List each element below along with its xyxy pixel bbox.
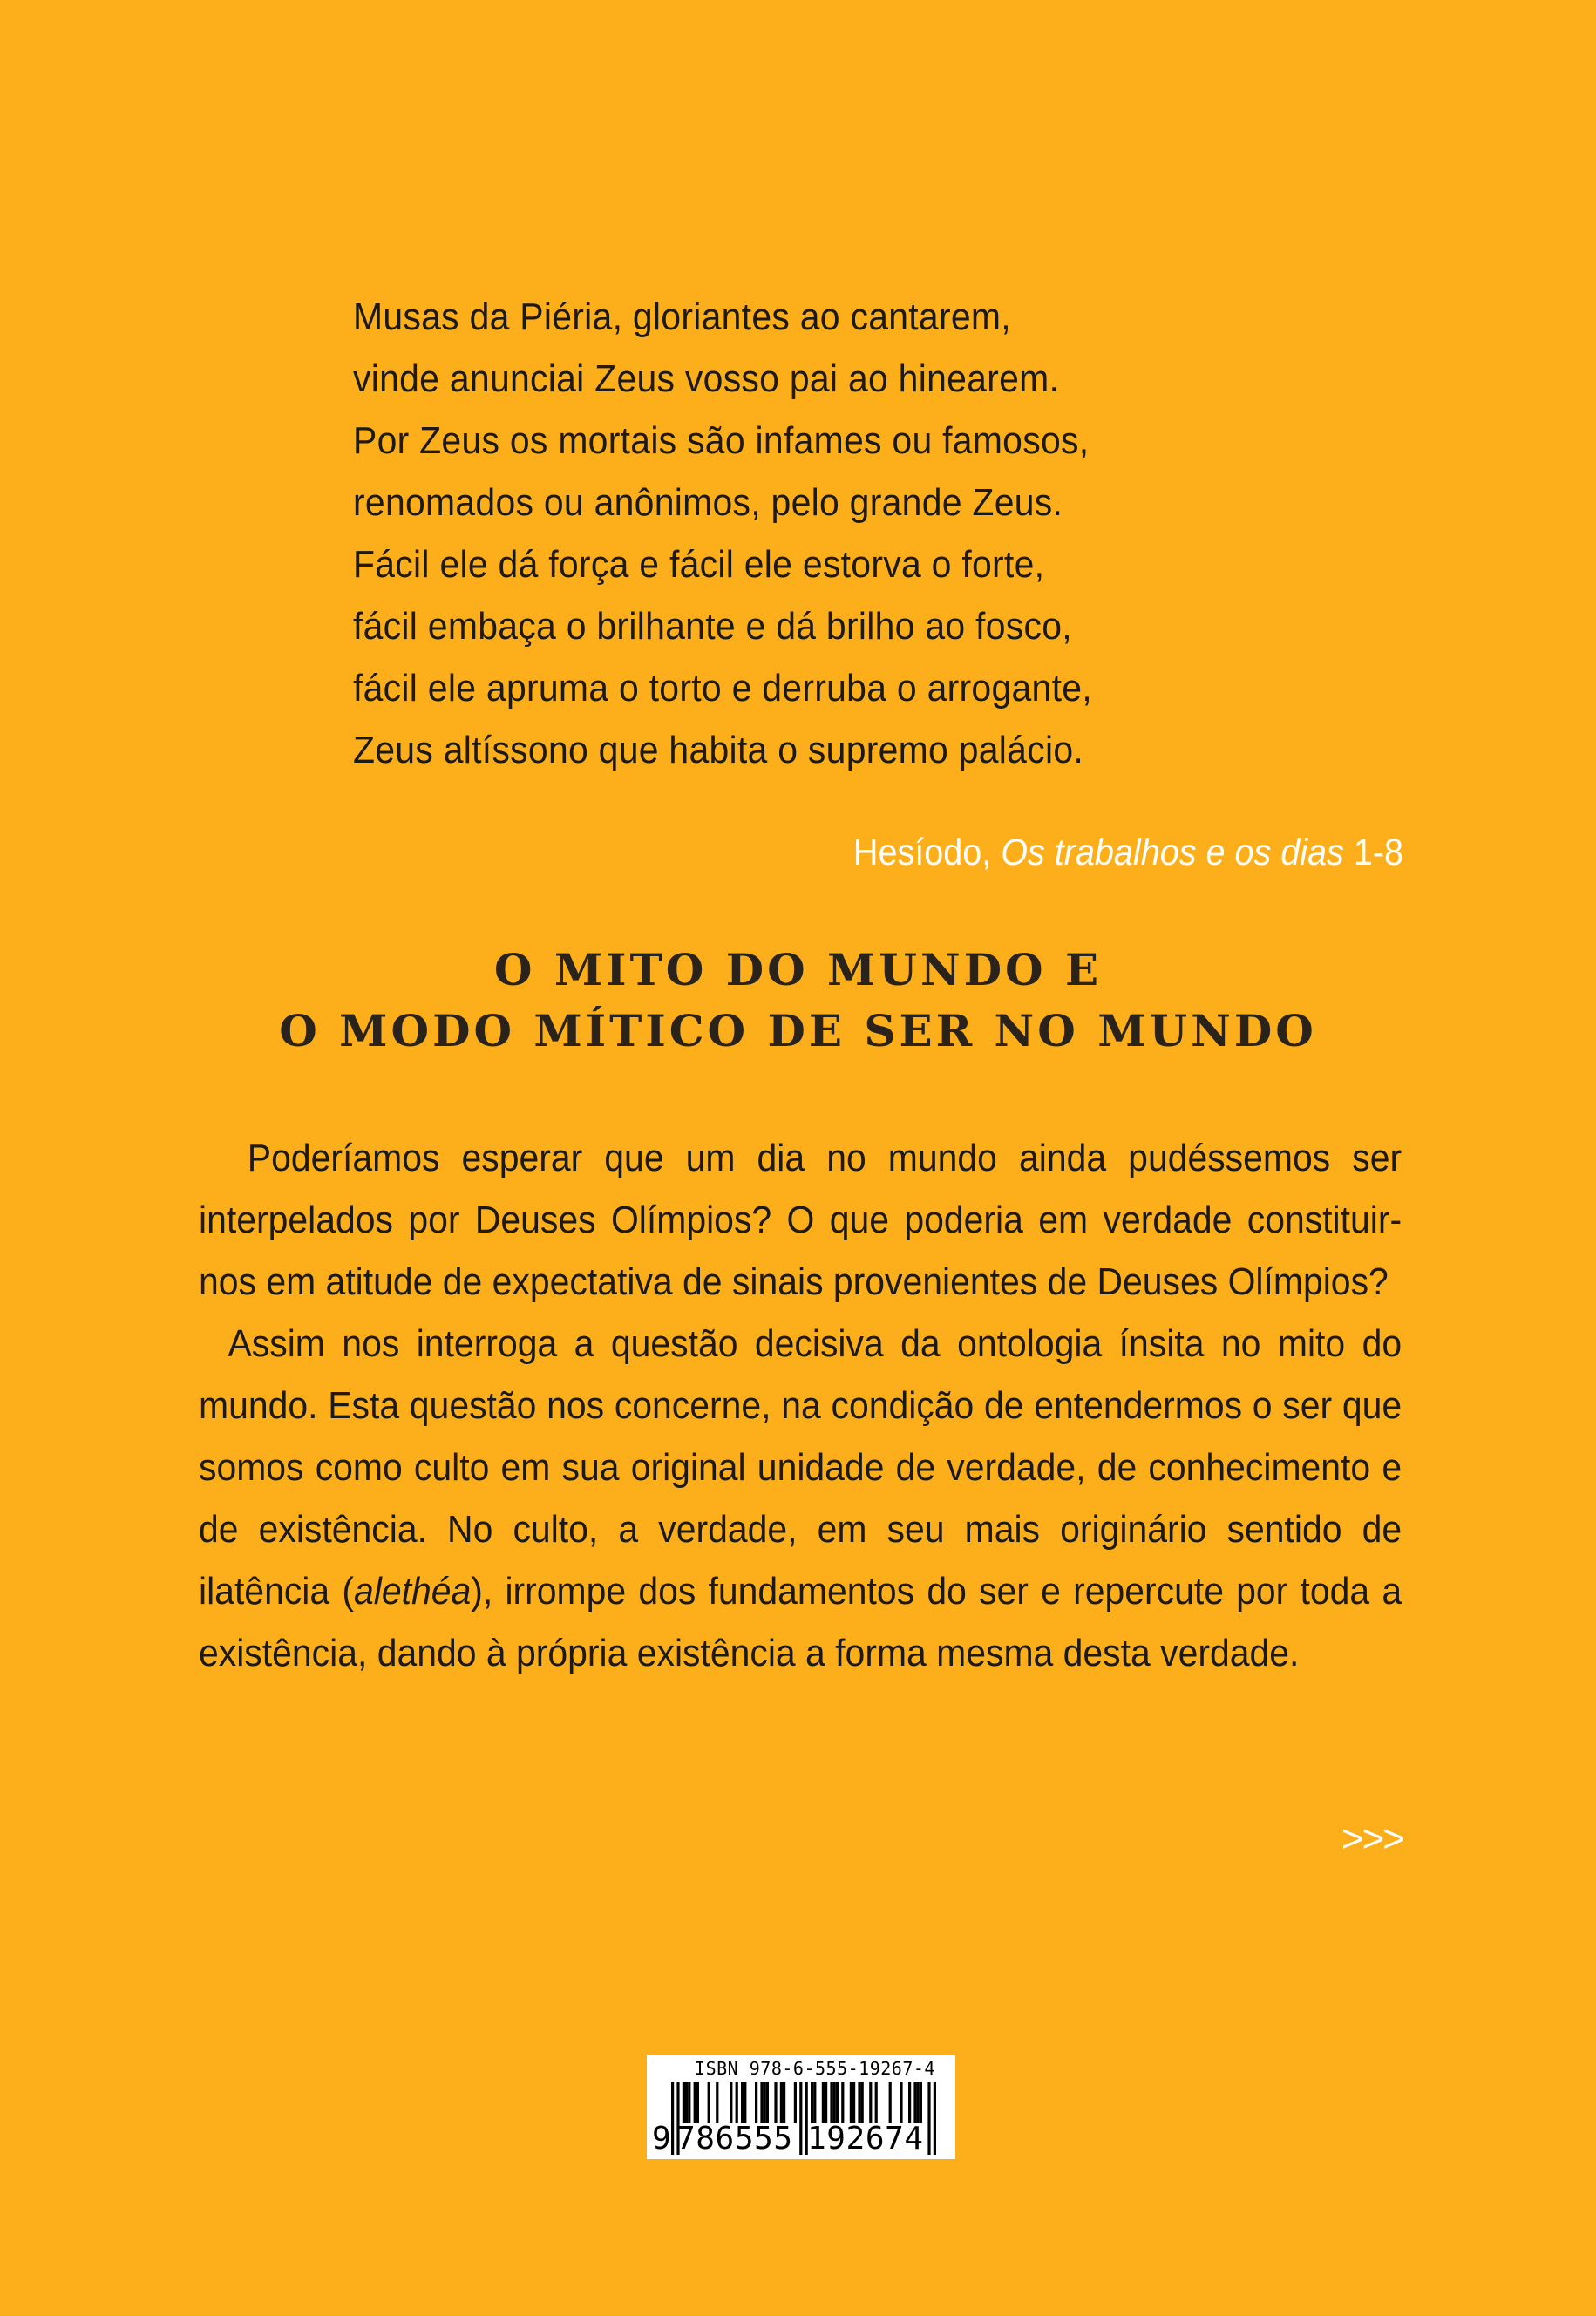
paragraph-2-text-end: ), irrompe dos fundamentos do ser e repercute por toda a existência, dando à própria existência a forma mesma desta verdade. [199, 1570, 1402, 1674]
barcode-guard-bar [927, 2082, 930, 2155]
barcode-bar [766, 2082, 769, 2123]
epigraph-attribution [853, 826, 1403, 879]
barcode-bar [875, 2082, 878, 2123]
poem-line: Por Zeus os mortais são infames ou famosos, [353, 419, 1090, 462]
barcode-bar [741, 2082, 744, 2123]
poem-line: vinde anunciai Zeus vosso pai ao hinearem. [353, 357, 1060, 400]
body-paragraph-2 [199, 1313, 1402, 1684]
barcode-bar [920, 2082, 922, 2123]
barcode-bar [780, 2082, 783, 2123]
poem-line: Fácil ele dá força e fácil ele estorva o forte, [353, 543, 1045, 586]
attribution-author: Hesíodo, [852, 832, 1002, 873]
barcode-digits-left: 786555 [676, 2121, 793, 2156]
paragraph-2-text-start: Assim nos interroga a questão decisiva da ontologia ínsita no mito do mundo. Esta questão nos concerne, na condição de entendermos o ser que somos como culto em sua original unidade de verdade, de conhecimento e de existência. No culto, a verdade, em seu mais originário sentido de ilatência ( [199, 1322, 1402, 1613]
barcode-bar [913, 2082, 916, 2123]
poem-line: Zeus altíssono que habita o supremo palácio. [353, 729, 1084, 771]
barcode-bar [813, 2082, 816, 2123]
barcode-bar [852, 2082, 855, 2123]
poem-line: renomados ou anônimos, pelo grande Zeus. [353, 481, 1063, 524]
barcode-bar [696, 2082, 699, 2123]
barcode-guard-bar [671, 2082, 674, 2155]
attribution-work-title: Os trabalhos e os dias [1001, 832, 1344, 873]
barcode-bar [794, 2082, 797, 2123]
attribution-verses: 1-8 [1343, 832, 1403, 873]
barcode-guard-bar [799, 2082, 802, 2155]
barcode-bar [833, 2082, 836, 2123]
barcode-guard-bar [934, 2082, 936, 2155]
continue-marker: >>> [1341, 1817, 1403, 1860]
barcode-bar [736, 2082, 738, 2123]
barcode-bar [744, 2082, 746, 2123]
barcode-bar [836, 2082, 839, 2123]
barcode-bar [900, 2082, 902, 2123]
barcode-bar [850, 2082, 852, 2123]
epigraph-poem [353, 286, 1205, 781]
heading-line-2: O MODO MÍTICO DE SER NO MUNDO [279, 1005, 1317, 1056]
barcode-bar [858, 2082, 860, 2123]
barcode-bar [869, 2082, 872, 2123]
barcode-bar [730, 2082, 732, 2123]
barcode-bar [841, 2082, 844, 2123]
barcode-bar [830, 2082, 832, 2123]
barcode-bar [822, 2082, 825, 2123]
barcode-bar [688, 2082, 690, 2123]
barcode-bar [908, 2082, 911, 2123]
barcode-bar [716, 2082, 718, 2123]
barcode-bar [683, 2082, 685, 2123]
barcode-bar [685, 2082, 688, 2123]
body-text [199, 1127, 1402, 1684]
body-paragraph-1: Poderíamos esperar que um dia no mundo ainda pudéssemos ser interpelados por Deuses Olímpios? O que poderia em verdade constituir-nos em atitude de expectativa de sinais provenientes de Deuses Olímpios? [199, 1137, 1402, 1303]
barcode-bar [811, 2082, 813, 2123]
barcode-digits-right: 192674 [807, 2121, 924, 2156]
poem-line: fácil ele apruma o torto e derruba o arrogante, [353, 667, 1092, 710]
barcode-bar [917, 2082, 920, 2123]
barcode-bar [764, 2082, 766, 2123]
poem-line: Musas da Piéria, gloriantes ao cantarem, [353, 295, 1011, 338]
barcode-bar [861, 2082, 864, 2123]
heading-line-1: O MITO DO MUNDO E [493, 944, 1103, 995]
isbn-label: ISBN 978-6-555-19267-4 [695, 2058, 935, 2079]
barcode-bar [755, 2082, 757, 2123]
barcode-bar [760, 2082, 763, 2123]
isbn-barcode [647, 2055, 955, 2159]
barcode-bar [774, 2082, 777, 2123]
barcode-bar [889, 2082, 892, 2123]
poem-line: fácil embaça o brilhante e dá brilho ao fosco, [353, 605, 1072, 648]
barcode-bar [825, 2082, 827, 2123]
barcode-bar [783, 2082, 785, 2123]
paragraph-2-italic-term: alethéa [353, 1570, 472, 1613]
barcode-bar [708, 2082, 710, 2123]
barcode-bar [694, 2082, 696, 2123]
barcode-digit-first: 9 [652, 2121, 671, 2156]
section-heading [0, 940, 1596, 1062]
